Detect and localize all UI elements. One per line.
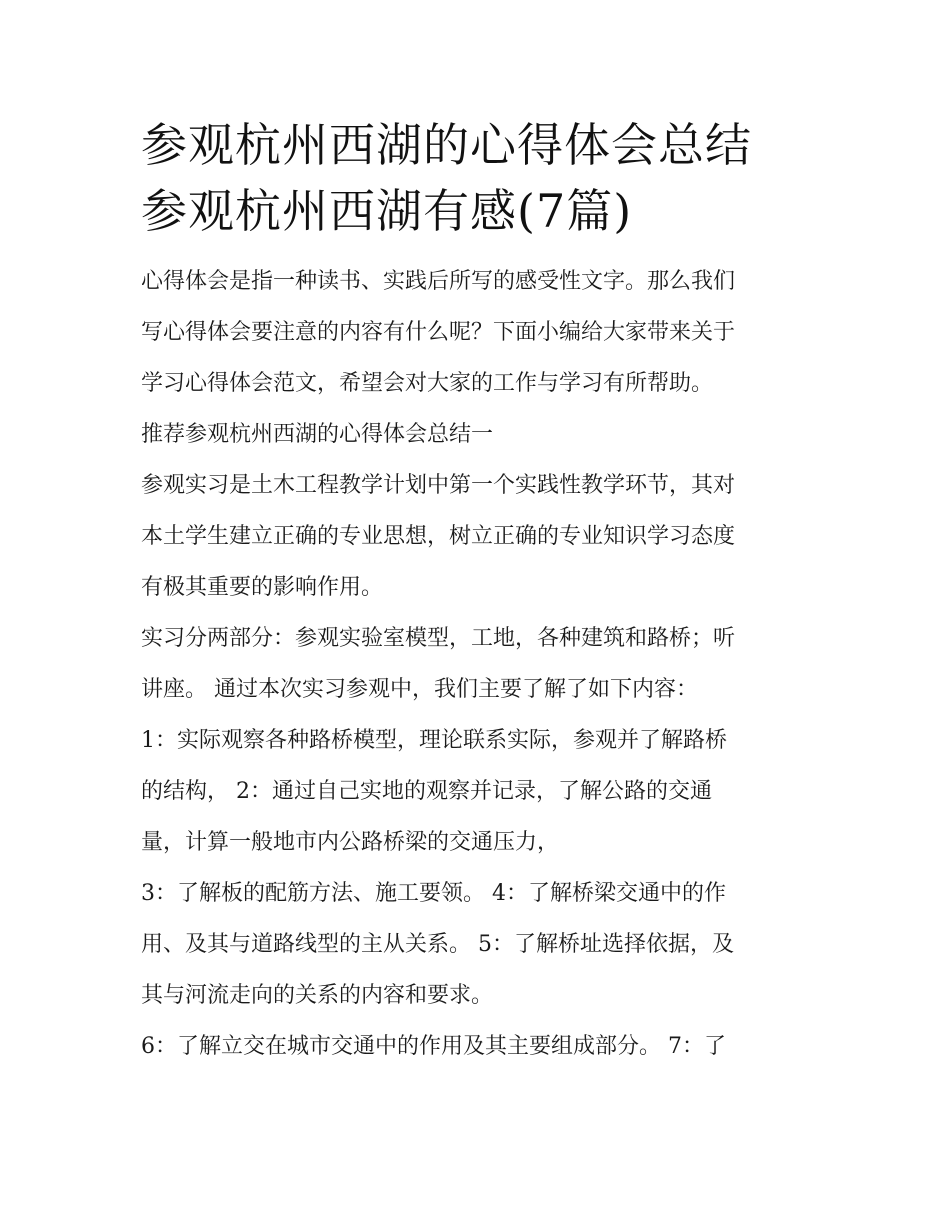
paragraph-items-3-5 — [141, 868, 821, 1021]
document-page — [141, 112, 821, 1072]
text-line: 实习分两部分：参观实验室模型，工地，各种建筑和路桥；听 — [141, 626, 736, 651]
text-line: 参观实习是土木工程教学计划中第一个实践性教学环节，其对 — [141, 473, 736, 498]
text-line: 写心得体会要注意的内容有什么呢？下面小编给大家带来关于 — [141, 320, 736, 345]
text-line: 推荐参观杭州西湖的心得体会总结一 — [141, 422, 494, 447]
text-line: 本土学生建立正确的专业思想，树立正确的专业知识学习态度 — [141, 524, 736, 549]
text-line: 1：实际观察各种路桥模型，理论联系实际，参观并了解路桥 — [141, 728, 727, 753]
paragraph-parts — [141, 613, 821, 715]
text-line: 学习心得体会范文，希望会对大家的工作与学习有所帮助。 — [141, 371, 714, 396]
text-line: 3：了解板的配筋方法、施工要领。 4：了解桥梁交通中的作 — [141, 881, 726, 906]
paragraph-overview — [141, 460, 821, 613]
title-line-2: 参观杭州西湖有感(7篇) — [141, 184, 633, 238]
paragraph-items-6-7 — [141, 1021, 821, 1072]
paragraph-intro — [141, 256, 821, 409]
text-line: 用、及其与道路线型的主从关系。 5：了解桥址选择依据，及 — [141, 932, 734, 957]
document-body — [141, 256, 821, 1072]
text-line: 其与河流走向的关系的内容和要求。 — [141, 983, 494, 1008]
text-line: 讲座。 通过本次实习参观中，我们主要了解了如下内容： — [141, 677, 698, 702]
text-line: 有极其重要的影响作用。 — [141, 575, 384, 600]
title-line-1: 参观杭州西湖的心得体会总结 — [141, 118, 752, 172]
text-line: 量，计算一般地市内公路桥梁的交通压力， — [141, 830, 560, 855]
text-line: 的结构， 2：通过自己实地的观察并记录，了解公路的交通 — [141, 779, 712, 804]
text-line: 心得体会是指一种读书、实践后所写的感受性文字。那么我们 — [141, 269, 736, 294]
section-heading — [141, 409, 821, 460]
document-title — [141, 112, 821, 244]
paragraph-items-1-2 — [141, 715, 821, 868]
text-line: 6：了解立交在城市交通中的作用及其主要组成部分。 7：了 — [141, 1034, 726, 1059]
